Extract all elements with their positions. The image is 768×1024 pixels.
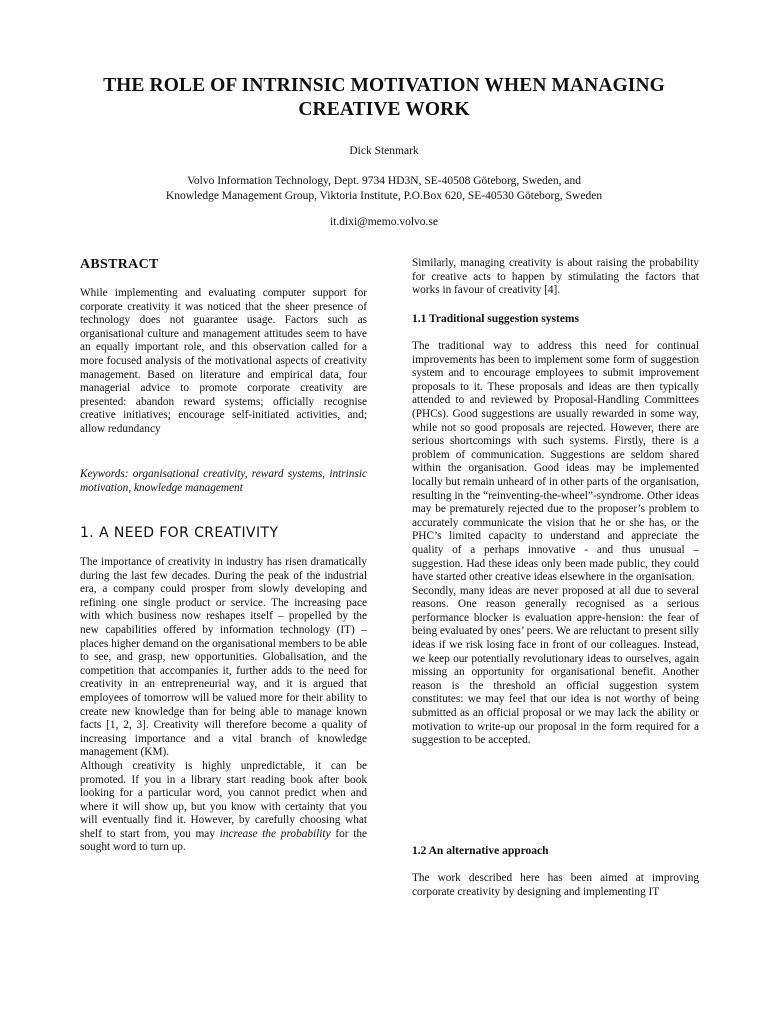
emphasis: increase the probability — [219, 827, 331, 840]
section-1-continued — [412, 257, 699, 298]
keywords-block — [80, 468, 367, 495]
author-name: Dick Stenmark — [349, 145, 419, 157]
section-1-1-heading: 1.1 Traditional suggestion systems — [412, 313, 579, 325]
abstract-body: While implementing and evaluating computer support for corporate creativity it was noticed that the sheer presence of technology does not guarantee usage. Factors such as organisational culture and management attitudes seem to have an equally important role, and this observation called for a more focused analysis of the motivational aspects of creativity management. Based on literature and empirical data, four managerial advice to promote corporate creativity are presented: abandon reward systems; officially recognise creative initiatives; encourage self-initiated activities, and; allow redundancy — [80, 287, 367, 435]
keywords: Keywords: organisational creativity, reward systems, intrinsic motivation, knowledge management — [80, 468, 367, 494]
title-line: CREATIVE WORK — [298, 99, 470, 120]
author-email: it.dixi@memo.volvo.se — [329, 216, 438, 228]
section-1-heading: 1. A NEED FOR CREATIVITY — [80, 525, 279, 541]
section-1-2-paragraph-1: The work described here has been aimed at improving corporate creativity by designing and implementing IT — [412, 872, 699, 898]
section-1-1-paragraph-2: Secondly, many ideas are never proposed at all due to several reasons. One reason generally recognised as a serious performance blocker is evaluation appre-hension: the fear of being evaluated by ones’ peers. We are reluctant to present silly ideas if we risk losing face in front of our colleagues. Instead, we keep our potentially revolutionary ideas to ourselves, again missing an opportunity for organisational benefit. Another reason is the threshold an official suggestion system constitutes: we may feel that our idea is not worthy of being submitted as an official proposal or we may lack the ability or motivation to write-up our proposal in the form required for a suggestion to be accepted. — [412, 584, 699, 747]
section-1-paragraph-1: The importance of creativity in industry has risen dramatically during the last few decades. During the peak of the industrial era, a company could prosper from slowly developing and refining one single product or service. The increasing pace with which business now reshapes itself – propelled by the new capabilities offered by information technology (IT) – places higher demand on the organisational members to be able to see, and grasp, new opportunities. Globalisation, and the competition that accompanies it, further adds to the need for creativity in an entrepreneurial way, and it is argued that employees of tomorrow will be valued more for their ability to create new knowledge than for being able to manage known facts [1, 2, 3]. Creativity will therefore become a quality of increasing importance and a vital branch of knowledge management (KM). — [80, 556, 367, 759]
section-1-paragraph-2: Although creativity is highly unpredictable, it can be promoted. If you in a library start reading book after book looking for a particular word, you cannot predict when and where it will show up, but you know with certainty that you will eventually find it. However, by carefully choosing what shelf to start from, you may increase the probability for the sought word to turn up. — [80, 759, 368, 854]
abstract-heading: ABSTRACT — [80, 257, 159, 272]
abstract-body-block — [80, 287, 367, 437]
section-1-paragraph-3: Similarly, managing creativity is about raising the probability for creative acts to happen by stimulating the factors that works in favour of creativity [4]. — [412, 257, 699, 297]
affiliation — [0, 174, 768, 204]
section-1-2-heading: 1.2 An alternative approach — [412, 845, 549, 857]
section-1-1-body — [412, 340, 699, 748]
title-line: THE ROLE OF INTRINSIC MOTIVATION WHEN MANAGING — [103, 75, 665, 96]
section-1-1-paragraph-1: The traditional way to address this need for continual improvements has been to implement some form of suggestion system and to encourage employees to submit improvement proposals to it. These proposals and ideas are then typically attended to and reviewed by Proposal-Handling Committees (PHCs). Good suggestions are usually rewarded in some way, while not so good proposals are rejected. However, there are serious shortcomings with such systems. Firstly, there is a problem of communication. Suggestions are seldom shared within the organisation. Good ideas may be implemented locally but remain unheard of in other parts of the organisation, resulting in the “reinventing-the-wheel”-syndrome. Other ideas may be prematurely rejected due to the proposer’s problem to accurately communicate the vision that he or she has, or the PHC’s limited capacity to understand and appreciate the quality of a perhaps innovative - and thus unusual – suggestion. Had these ideas only been made public, they could have started other creative ideas elsewhere in the organisation. — [412, 340, 699, 584]
paper-title — [40, 74, 728, 122]
section-1-body — [80, 556, 367, 855]
affiliation-line: Volvo Information Technology, Dept. 9734 HD3N, SE-40508 Göteborg, Sweden, and — [187, 175, 581, 187]
section-1-2-body — [412, 872, 699, 899]
affiliation-line: Knowledge Management Group, Viktoria Institute, P.O.Box 620, SE-40530 Göteborg, Sweden — [165, 190, 603, 202]
